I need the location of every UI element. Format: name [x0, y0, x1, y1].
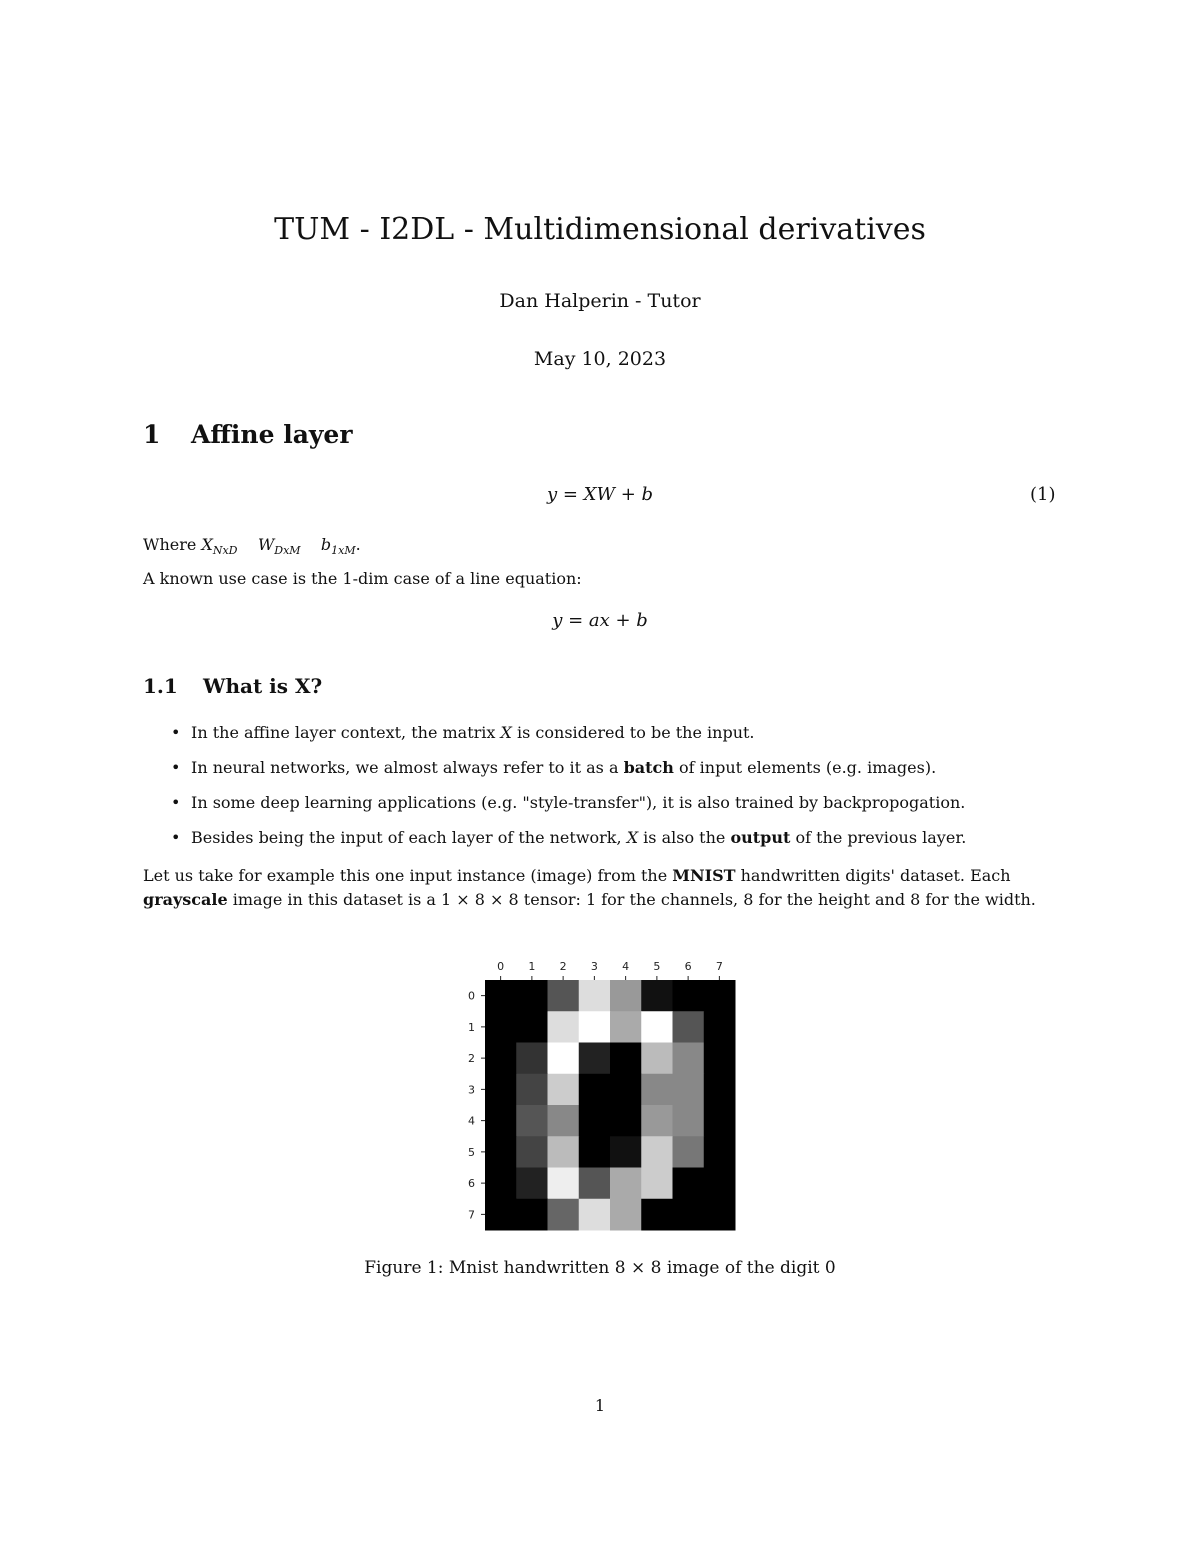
paragraph-text: image in this dataset is a 1 × 8 × 8 tensor: 1 for the channels, 8 for the height and 8 for the width.	[232, 890, 1036, 909]
paper-title: TUM - I2DL - Multidimensional derivatives	[274, 212, 926, 247]
equation-label: (1)	[1030, 484, 1056, 505]
pixel-cell	[485, 1105, 517, 1137]
paragraph-text: handwritten digits' dataset. Each	[740, 866, 1011, 885]
y-tick-label: 6	[468, 1177, 475, 1191]
x-symbol: X	[201, 535, 213, 554]
pixel-cell	[673, 1043, 705, 1075]
pixel-cell	[548, 980, 580, 1012]
where-prefix: Where	[143, 535, 197, 554]
x-subscript: NxD	[212, 544, 238, 558]
bold-term: grayscale	[143, 890, 228, 909]
x-tick-label: 4	[622, 960, 630, 973]
x-tick-label: 3	[590, 960, 598, 973]
author: Dan Halperin - Tutor	[499, 290, 701, 312]
pixel-cell	[641, 1074, 673, 1106]
pixel-cell	[673, 1136, 705, 1168]
pixel-cell	[641, 1105, 673, 1137]
pixel-cell	[704, 1136, 736, 1168]
pixel-cell	[548, 1011, 580, 1043]
pixel-cell	[673, 1199, 705, 1231]
x-tick-label: 0	[497, 960, 505, 973]
pixel-cell	[673, 1011, 705, 1043]
pixel-cell	[610, 1136, 642, 1168]
pixel-cell	[485, 1199, 517, 1231]
mnist-digit-figure	[460, 950, 750, 1240]
pixel-cell	[548, 1074, 580, 1106]
pixel-cell	[485, 980, 517, 1012]
known-use-text: A known use case is the 1-dim case of a line equation:	[143, 569, 582, 588]
pixel-cell	[579, 1105, 611, 1137]
bullet-text: In neural networks, we almost always refer to it as a	[191, 758, 619, 777]
pixel-cell	[579, 1136, 611, 1168]
figure-caption: Figure 1: Mnist handwritten 8 × 8 image of the digit 0	[364, 1258, 836, 1278]
pixel-cell	[641, 1011, 673, 1043]
bullet-text: Besides being the input of each layer of the network,	[191, 828, 622, 847]
pixel-cell	[610, 1199, 642, 1231]
pixel-cell	[673, 1105, 705, 1137]
pixel-cell	[641, 980, 673, 1012]
bullet-text: In the affine layer context, the matrix	[191, 723, 496, 742]
pixel-cell	[704, 1199, 736, 1231]
subsection-title: What is X?	[203, 674, 323, 698]
y-tick-label: 5	[468, 1145, 475, 1159]
pixel-cell	[516, 1199, 548, 1231]
list-item	[143, 757, 1083, 792]
pixel-cell	[610, 980, 642, 1012]
pixel-cell	[548, 1168, 580, 1200]
list-item	[143, 792, 1083, 827]
w-symbol: W	[257, 535, 275, 554]
pixel-cell	[673, 1168, 705, 1200]
x-tick-label: 2	[559, 960, 567, 973]
pixel-cell	[485, 1011, 517, 1043]
pixel-cell	[485, 1136, 517, 1168]
pixel-cell	[579, 1168, 611, 1200]
pixel-cell	[641, 1136, 673, 1168]
b-symbol: b	[320, 535, 332, 554]
pixel-cell	[610, 1043, 642, 1075]
pixel-cell	[579, 980, 611, 1012]
pixel-cell	[548, 1136, 580, 1168]
bold-term: MNIST	[672, 866, 736, 885]
section-title: Affine layer	[191, 420, 353, 449]
list-item	[143, 827, 1083, 862]
pixel-cell	[610, 1168, 642, 1200]
body-paragraph	[143, 864, 1063, 912]
pixel-cell	[485, 1168, 517, 1200]
w-subscript: DxM	[274, 544, 301, 558]
pixel-cell	[579, 1074, 611, 1106]
x-tick-label: 1	[528, 960, 536, 973]
pixel-cell	[704, 1105, 736, 1137]
list-item	[143, 722, 1083, 757]
pixel-cell	[548, 1105, 580, 1137]
x-tick-label: 7	[715, 960, 723, 973]
pixel-cell	[516, 1136, 548, 1168]
bullet-text: In some deep learning applications (e.g. "style-transfer"), it is also trained by backpropogation.	[191, 793, 966, 812]
where-line	[143, 534, 361, 562]
pixel-cell	[610, 1074, 642, 1106]
bold-term: output	[730, 828, 791, 847]
x-tick-label: 6	[684, 960, 692, 973]
bullet-icon: •	[171, 828, 181, 847]
bullet-text: is considered to be the input.	[517, 723, 755, 742]
pixel-cell	[516, 1011, 548, 1043]
y-tick-label: 1	[468, 1020, 475, 1034]
pixel-cell	[704, 1043, 736, 1075]
bullet-icon: •	[171, 758, 181, 777]
pixel-cell	[610, 1011, 642, 1043]
pixel-cell	[641, 1199, 673, 1231]
equation-affine: y = XW + b	[546, 484, 654, 505]
pixel-cell	[516, 1168, 548, 1200]
bullet-list	[143, 722, 1083, 862]
y-tick-label: 7	[468, 1208, 475, 1222]
pixel-cell	[516, 1105, 548, 1137]
pixel-cell	[704, 1011, 736, 1043]
x-symbol: X	[626, 828, 639, 847]
y-tick-label: 4	[468, 1114, 475, 1128]
bullet-text: is also the	[643, 828, 726, 847]
date: May 10, 2023	[533, 348, 667, 370]
y-tick-label: 0	[468, 989, 475, 1003]
bullet-icon: •	[171, 723, 181, 742]
section-number: 1	[143, 420, 161, 449]
bullet-text: of input elements (e.g. images).	[679, 758, 937, 777]
section-heading-affine-layer	[143, 420, 353, 449]
pixel-cell	[548, 1043, 580, 1075]
subsection-number: 1.1	[143, 674, 178, 698]
where-suffix: .	[355, 535, 361, 554]
pixel-cell	[704, 1074, 736, 1106]
pixel-cell	[641, 1043, 673, 1075]
pixel-cell	[579, 1199, 611, 1231]
pixel-cell	[704, 1168, 736, 1200]
pixel-cell	[579, 1011, 611, 1043]
x-symbol: X	[500, 723, 512, 742]
pixel-cell	[579, 1043, 611, 1075]
pixel-cell	[516, 980, 548, 1012]
paragraph-text: Let us take for example this one input instance (image) from the	[143, 866, 668, 885]
pixel-cell	[673, 980, 705, 1012]
pixel-cell	[516, 1043, 548, 1075]
y-tick-label: 2	[468, 1052, 475, 1066]
pixel-cell	[485, 1074, 517, 1106]
pixel-cell	[610, 1105, 642, 1137]
x-tick-label: 5	[653, 960, 661, 973]
b-subscript: 1xM	[331, 544, 356, 558]
pixel-cell	[516, 1074, 548, 1106]
pixel-cell	[485, 1043, 517, 1075]
pixel-cell	[673, 1074, 705, 1106]
bullet-icon: •	[171, 793, 181, 812]
bullet-text: of the previous layer.	[795, 828, 967, 847]
page-number: 1	[594, 1396, 606, 1415]
equation-line: y = ax + b	[552, 610, 648, 631]
pixel-cell	[641, 1168, 673, 1200]
pixel-cell	[704, 980, 736, 1012]
bold-term: batch	[623, 758, 674, 777]
subsection-heading-what-is-x	[143, 674, 322, 698]
pixel-cell	[548, 1199, 580, 1231]
y-tick-label: 3	[468, 1083, 475, 1097]
